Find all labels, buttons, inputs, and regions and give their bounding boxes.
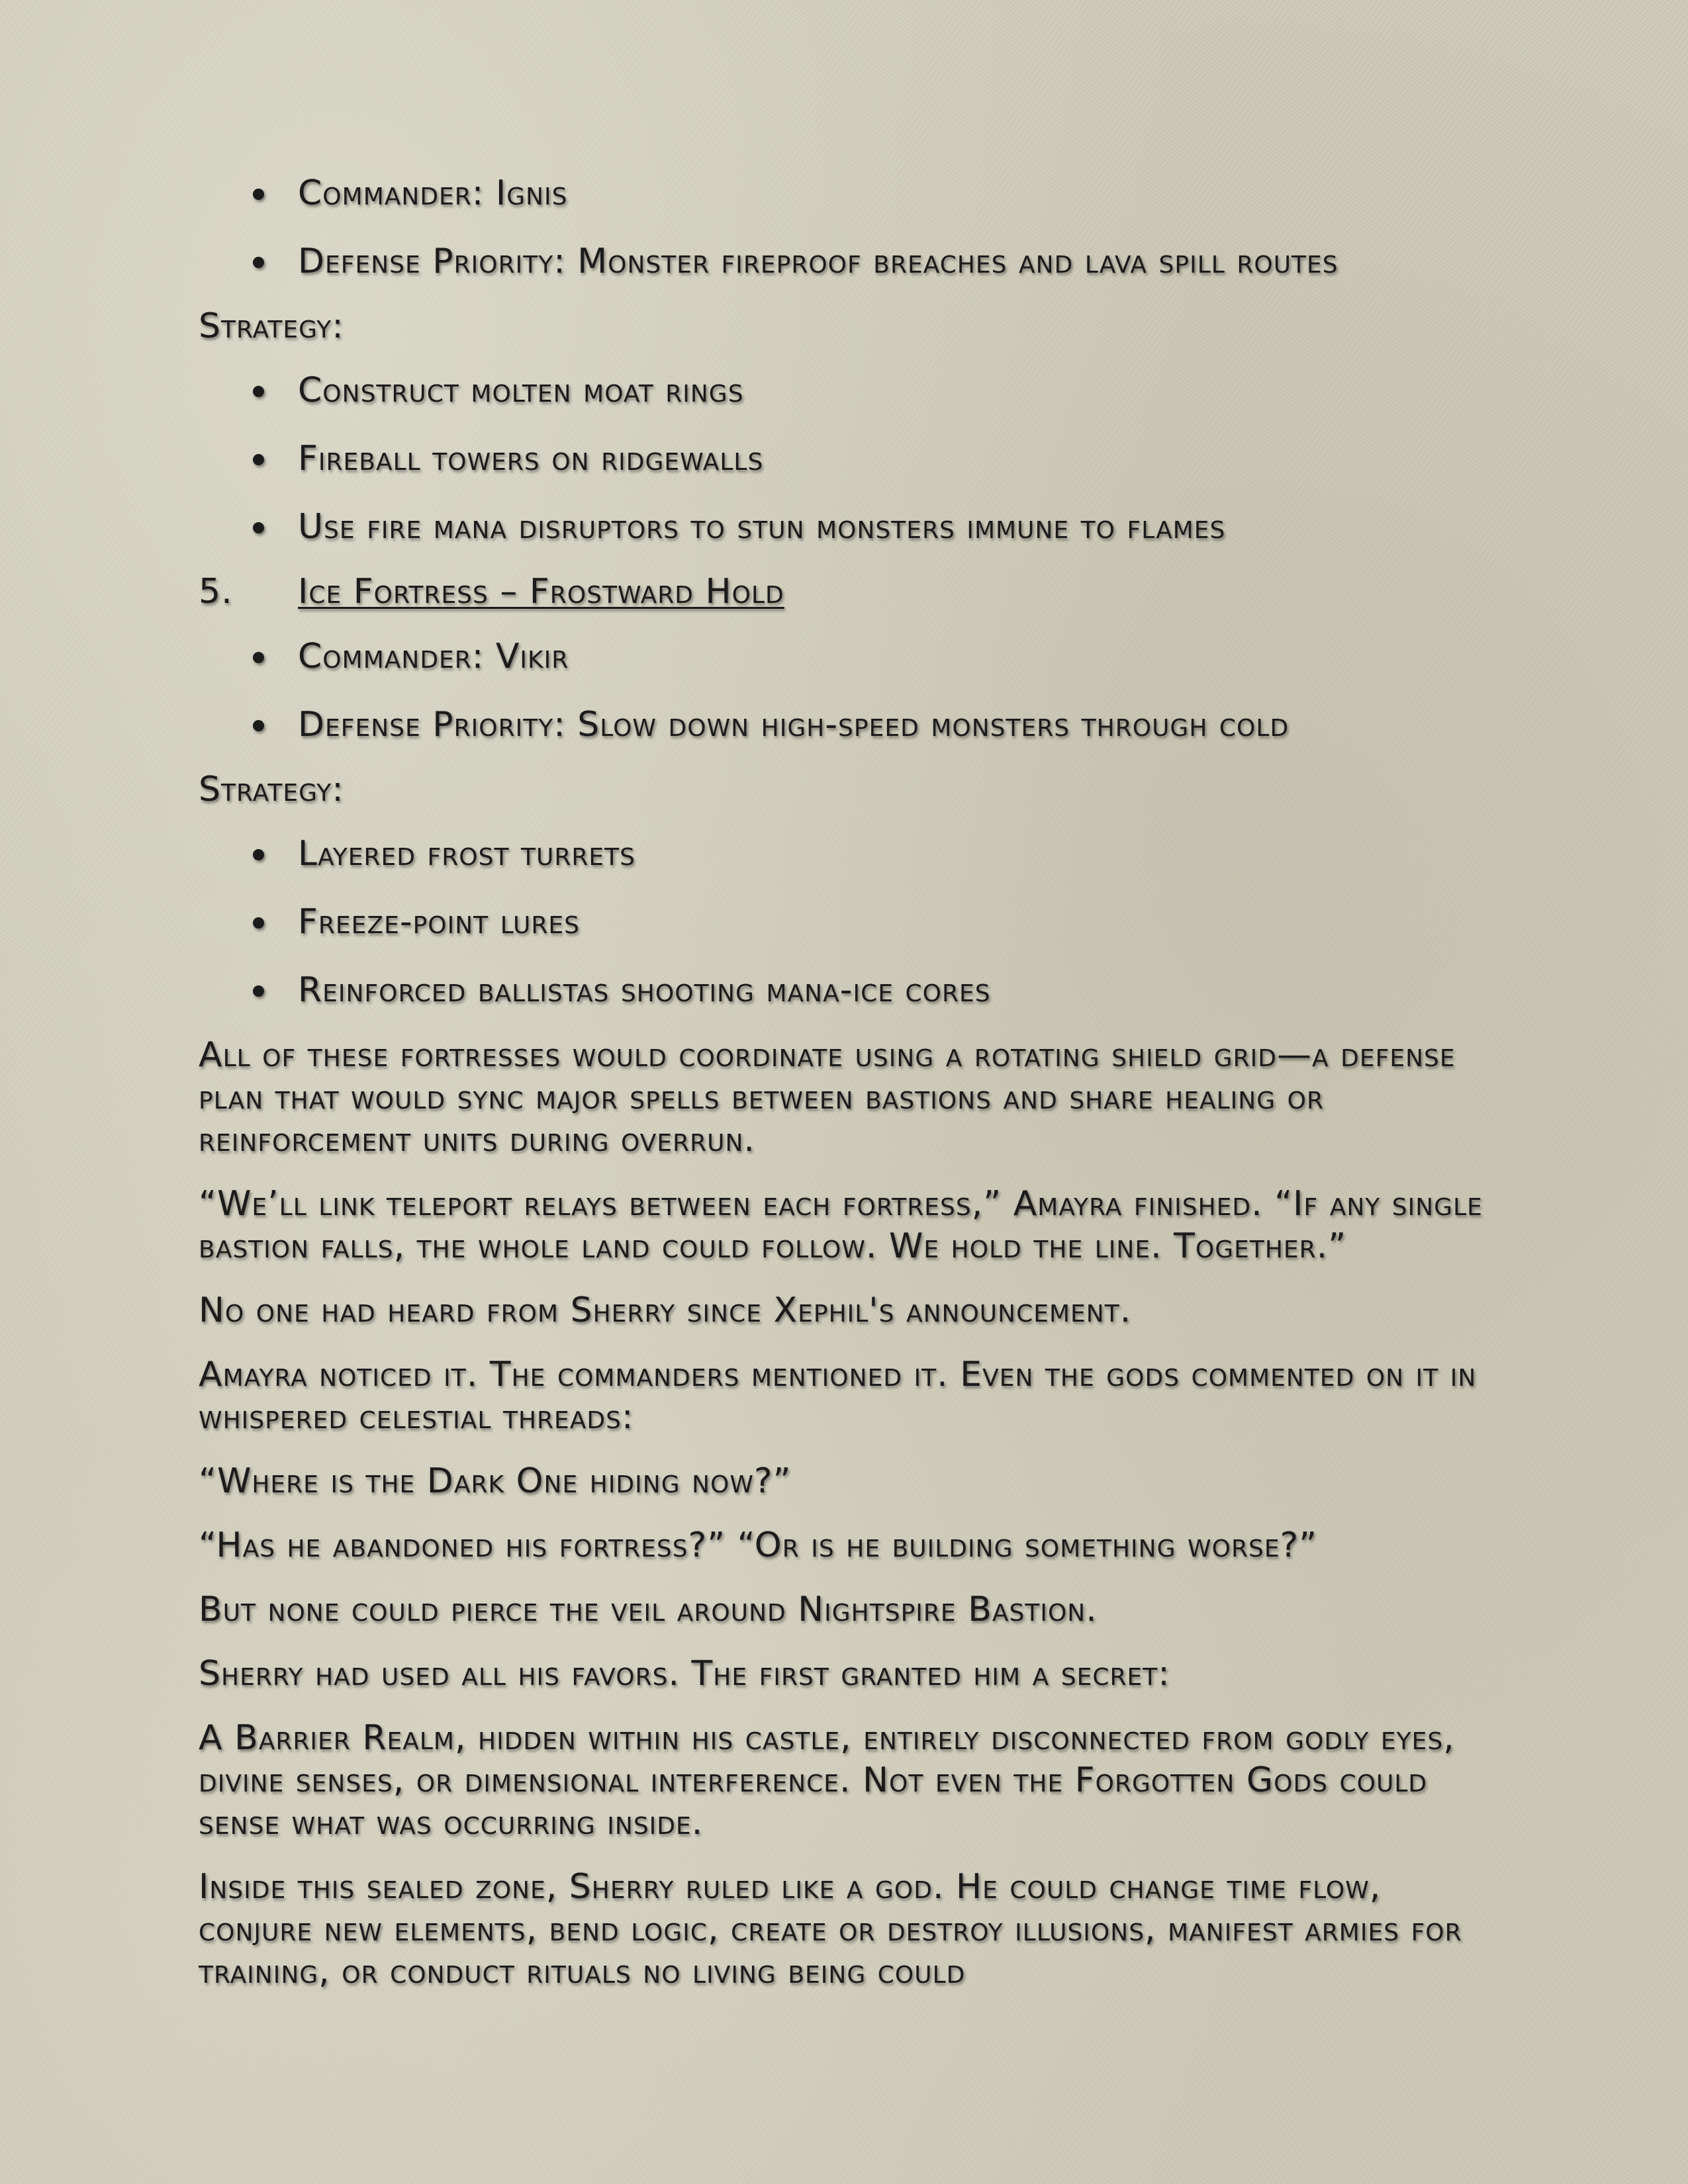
paragraph: Amayra noticed it. The commanders mentioned it. Even the gods commented on it in whispered celestial threads: [199,1355,1477,1437]
bullet-icon [253,189,264,200]
paragraph: “Has he abandoned his fortress?” “Or is he building something worse?” [199,1525,1318,1565]
list-item-text: Commander: Vikir [298,637,569,676]
section-title: Ice Fortress – Frostward Hold [298,572,784,612]
bullet-icon [253,985,264,997]
list-item [199,833,1489,875]
list-item-text: Defense Priority: Slow down high-speed monsters through cold [298,705,1289,745]
paragraph: Sherry had used all his favors. The first granted him a secret: [199,1654,1170,1694]
strategy-label: Strategy: [199,306,344,346]
list-item-text: Commander: Ignis [298,173,568,213]
document-page [199,172,1489,2015]
bullet-icon [253,454,264,465]
section-heading [199,570,1489,613]
paragraph: No one had heard from Sherry since Xephil's announcement. [199,1291,1132,1330]
bullet-icon [253,257,264,268]
list-item-text: Reinforced ballistas shooting mana-ice cores [298,970,991,1010]
paragraph: All of these fortresses would coordinate using a rotating shield grid—a defense plan that would sync major spells between bastions and share healing or reinforcement units during overrun. [199,1035,1456,1160]
list-item-text: Use fire mana disruptors to stun monsters immune to flames [298,507,1226,547]
paragraph: “Where is the Dark One hiding now?” [199,1461,792,1501]
bullet-icon [253,386,264,397]
list-item-text: Fireball towers on ridgewalls [298,439,764,478]
bullet-icon [253,720,264,731]
list-item [199,635,1489,678]
paragraph: “We’ll link teleport relays between each fortress,” Amayra finished. “If any single bastion falls, the whole land could follow. We hold the line. Together.” [199,1184,1483,1266]
bullet-list-vikir [199,635,1489,746]
list-item [199,437,1489,480]
paragraph: But none could pierce the veil around Nightspire Bastion. [199,1590,1098,1629]
list-item [199,704,1489,746]
paragraph: A Barrier Realm, hidden within his castle, entirely disconnected from godly eyes, divine senses, or dimensional interference. Not even the Forgotten Gods could sense what was occurring inside. [199,1718,1455,1843]
bullet-icon [253,522,264,533]
list-item-text: Construct molten moat rings [298,371,744,410]
paragraph: Inside this sealed zone, Sherry ruled like a god. He could change time flow, conjure new elements, bend logic, create or destroy illusions, manifest armies for training, or conduct rituals no living being could [199,1867,1462,1991]
bullet-icon [253,849,264,860]
list-item-text: Layered frost turrets [298,834,635,874]
list-item [199,240,1489,283]
list-item [199,172,1489,214]
section-number: 5. [199,572,233,612]
list-item [199,901,1489,943]
strategy-label: Strategy: [199,770,344,809]
list-item [199,369,1489,412]
bullet-list-ice-strategy [199,833,1489,1011]
bullet-icon [253,652,264,663]
list-item-text: Freeze-point lures [298,902,580,942]
list-item [199,506,1489,548]
bullet-list-ignis [199,172,1489,283]
list-item [199,969,1489,1011]
bullet-list-fire-strategy [199,369,1489,548]
bullet-icon [253,917,264,929]
list-item-text: Defense Priority: Monster fireproof breaches and lava spill routes [298,242,1338,281]
